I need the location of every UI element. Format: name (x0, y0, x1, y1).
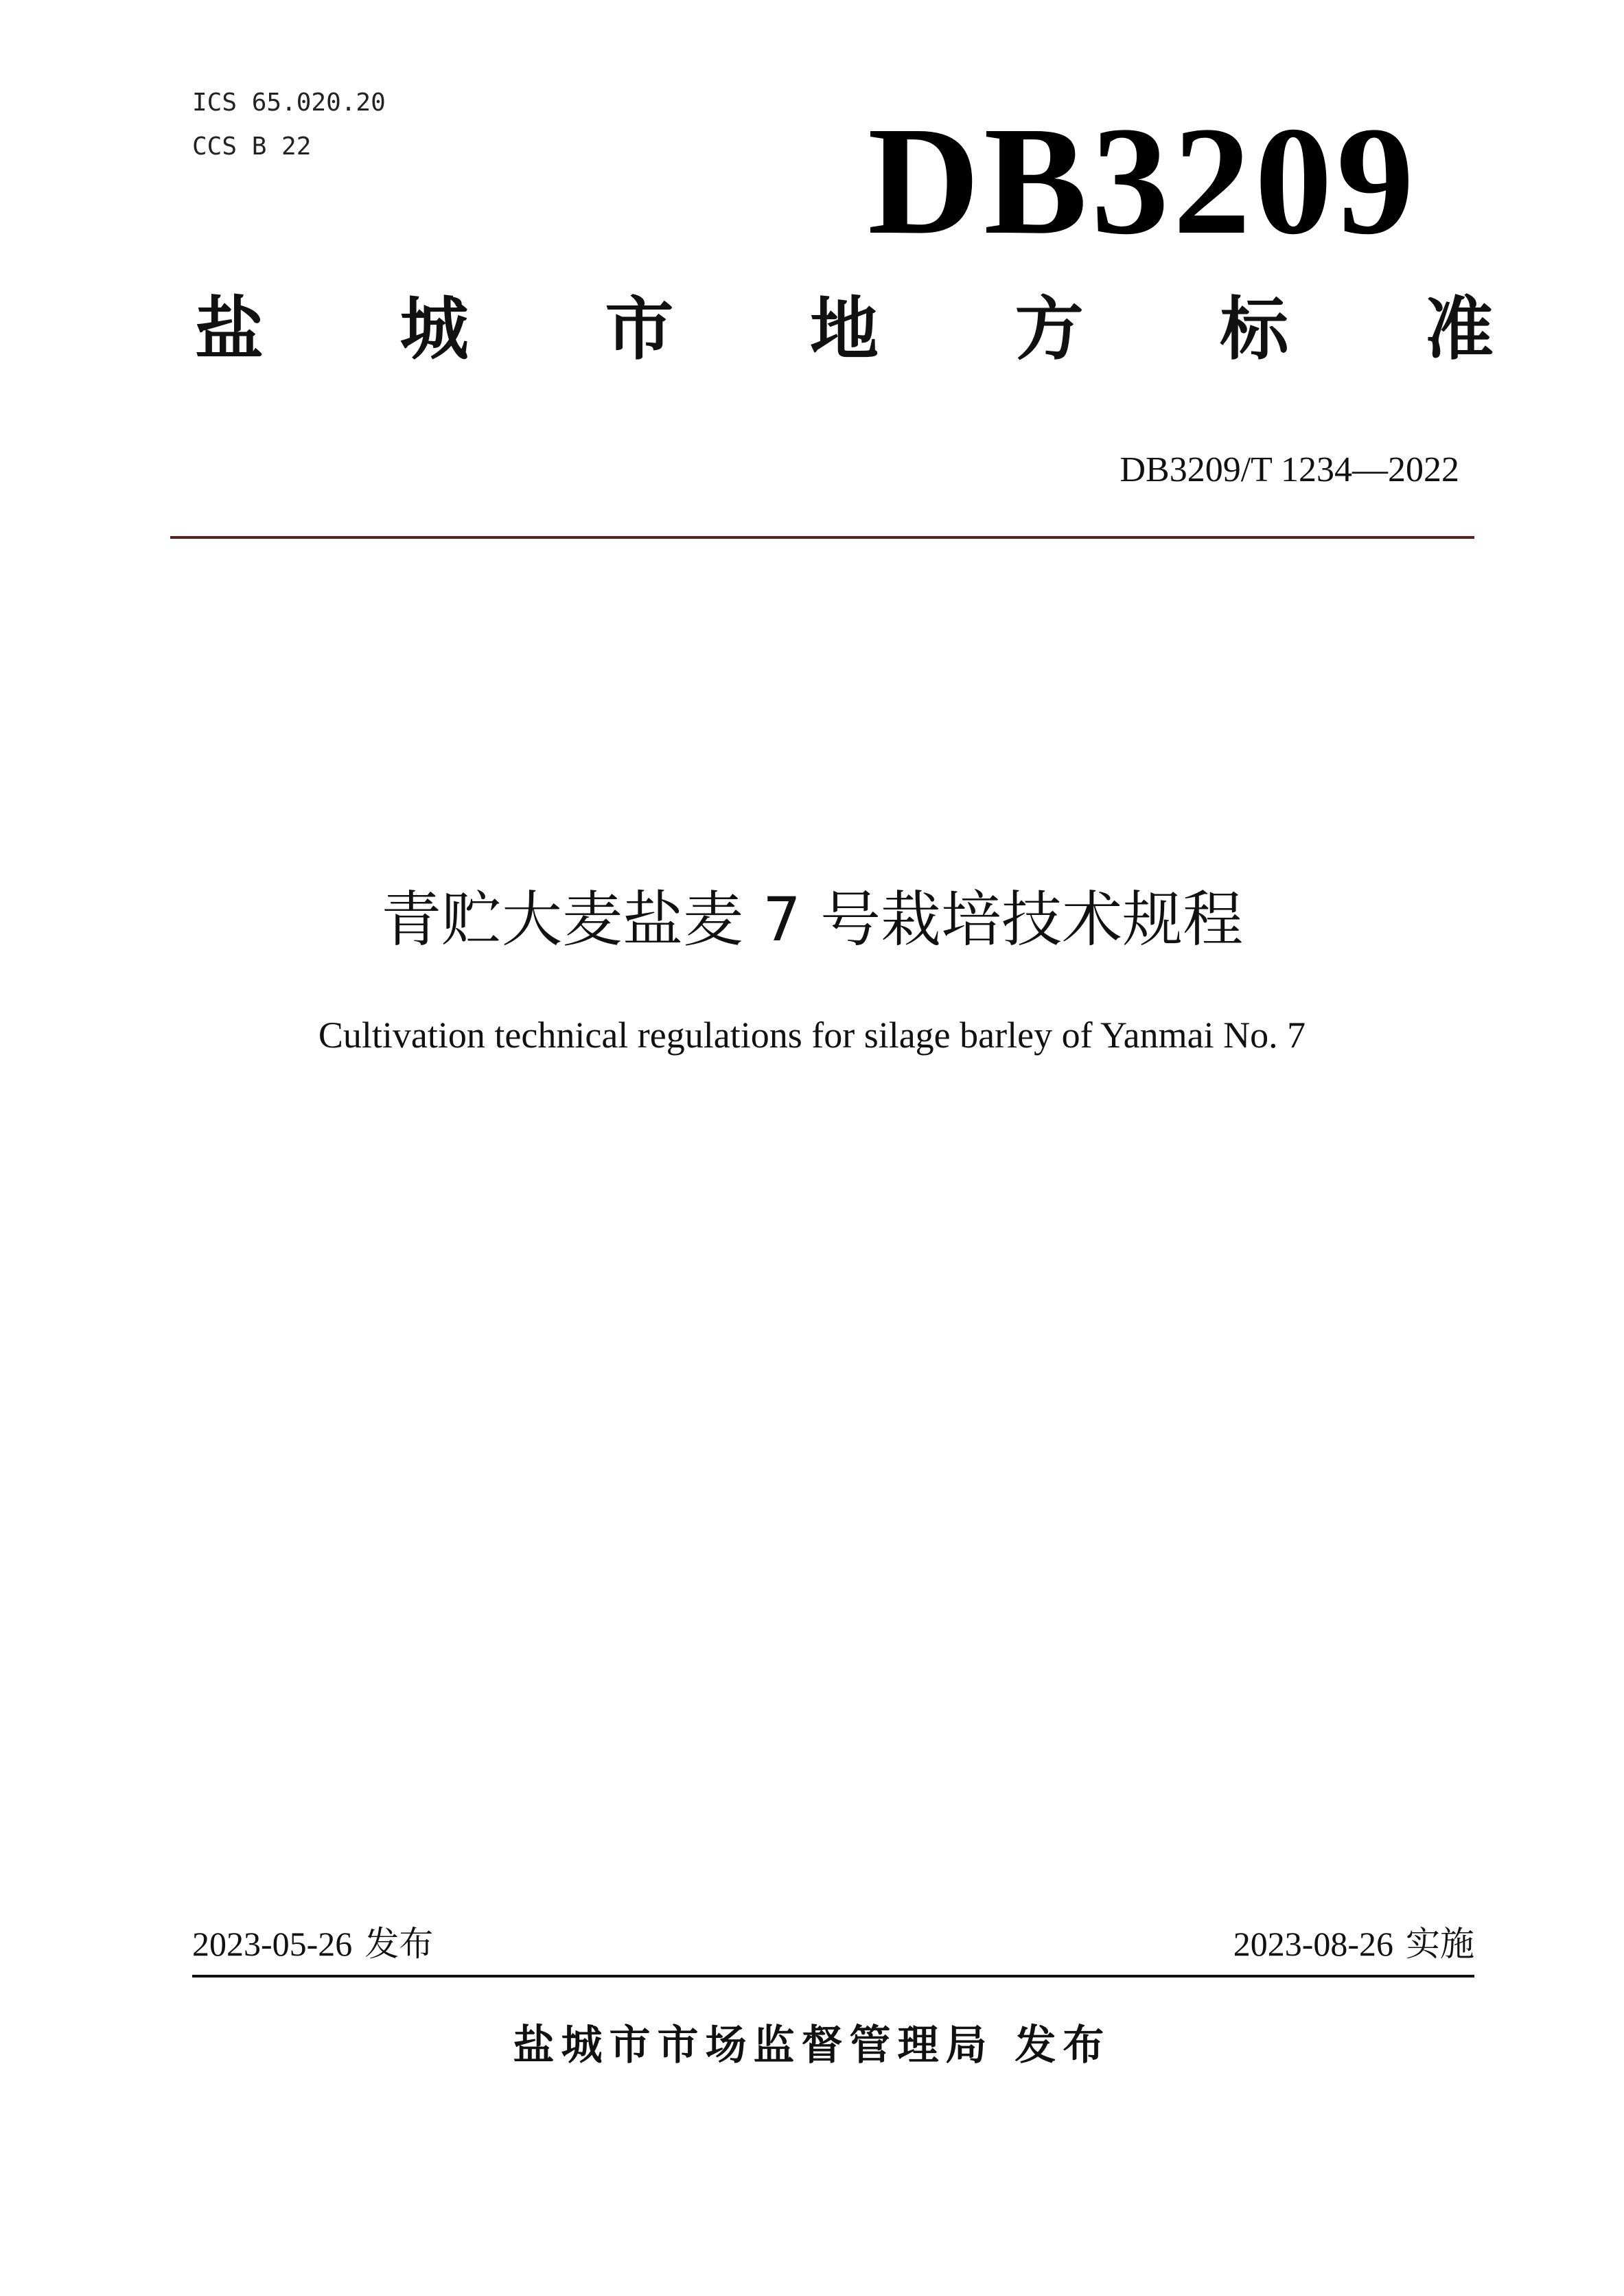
standard-type-char: 盐 (195, 289, 264, 369)
publisher: 盐城市市场监督管理局 发布 (513, 2021, 1111, 2069)
standard-type-char: 标 (1220, 289, 1289, 369)
release-date-group (192, 1922, 433, 1966)
dates-row (192, 1922, 1474, 1966)
footer-divider (192, 1975, 1474, 1978)
classification-codes (192, 81, 386, 169)
implement-date: 2023-08-26 (1233, 1925, 1393, 1963)
header-divider (170, 536, 1474, 539)
standard-type-char: 准 (1424, 289, 1494, 369)
ccs-code: CCS B 22 (192, 132, 312, 161)
implement-label: 实施 (1406, 1924, 1474, 1964)
standard-number: DB3209/T 1234—2022 (1120, 450, 1459, 489)
standard-type-char: 市 (605, 289, 674, 369)
standard-type-heading (195, 288, 1494, 371)
release-date: 2023-05-26 (192, 1925, 353, 1963)
title-english: Cultivation technical regulations for silage barley of Yanmai No. 7 (318, 1014, 1306, 1056)
standard-type-char: 地 (809, 289, 879, 369)
implement-date-group (1233, 1922, 1474, 1966)
standard-type-char: 方 (1014, 289, 1084, 369)
db-code-logo: DB3209 (868, 95, 1418, 266)
release-label: 发布 (364, 1924, 434, 1964)
title-chinese: 青贮大麦盐麦 7 号栽培技术规程 (381, 884, 1243, 955)
standard-type-char: 城 (399, 289, 469, 369)
ics-code: ICS 65.020.20 (192, 89, 386, 117)
